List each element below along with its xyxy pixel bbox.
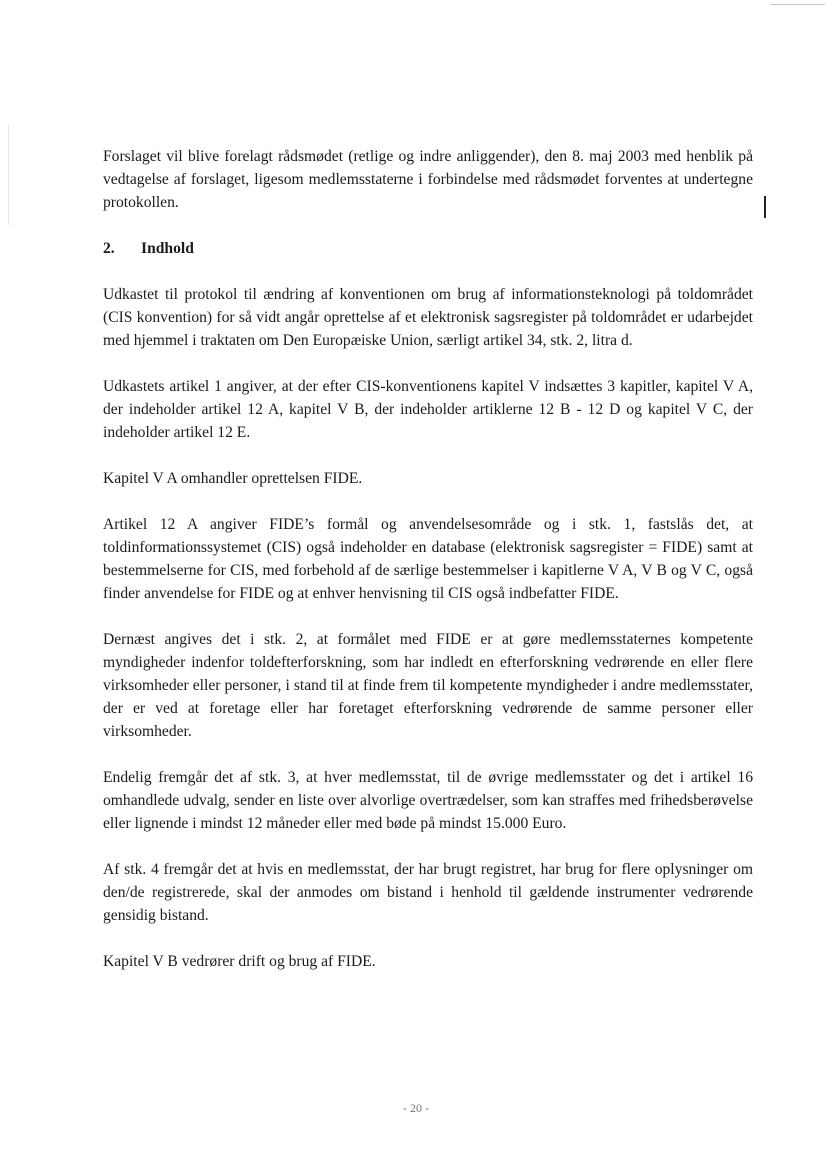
scan-artifact-left <box>8 125 9 225</box>
page-number: - 20 - <box>403 1101 429 1115</box>
document-body <box>103 145 753 996</box>
body-paragraph: Udkastets artikel 1 angiver, at der efter CIS-konventionens kapitel V indsættes 3 kapitler, kapitel V A, der indeholder artikel 12 A, kapitel V B, der indeholder artiklerne 12 B - 12 D og kapitel V C, der indeholder artikel 12 E. <box>103 378 753 441</box>
body-paragraph: Af stk. 4 fremgår det at hvis en medlemsstat, der har brugt registret, har brug for flere oplysninger om den/de registrerede, skal der anmodes om bistand i henhold til gældende instrumenter vedrørende gensidig bistand. <box>103 861 753 924</box>
body-paragraph: Kapitel V B vedrører drift og brug af FIDE. <box>103 953 376 970</box>
body-paragraph: Udkastet til protokol til ændring af konventionen om brug af informationsteknologi på toldområdet (CIS konvention) for så vidt angår oprettelse af et elektronisk sagsregister på toldområdet er udarbejdet med hjemmel i traktaten om Den Europæiske Union, særligt artikel 34, stk. 2, litra d. <box>103 286 753 349</box>
body-paragraph: Dernæst angives det i stk. 2, at formålet med FIDE er at gøre medlemsstaternes kompetente myndigheder indenfor toldefterforskning, som har indledt en efterforskning vedrørende en eller flere virksomheder eller personer, i stand til at finde frem til kompetente myndigheder i andre medlemsstater, der er ved at foretage eller har foretaget efterforskning vedrørende de samme personer eller virksomheder. <box>103 631 753 740</box>
intro-paragraph: Forslaget vil blive forelagt rådsmødet (retlige og indre anliggender), den 8. maj 2003 med henblik på vedtagelse af forslaget, ligesom medlemsstaterne i forbindelse med rådsmødet forventes at undertegne protokollen. <box>103 148 753 211</box>
scan-artifact-top-right <box>770 4 825 5</box>
section-heading <box>103 237 753 260</box>
body-paragraph: Artikel 12 A angiver FIDE’s formål og anvendelsesområde og i stk. 1, fastslås det, at toldinformationssystemet (CIS) også indeholder en database (elektronisk sagsregister = FIDE) samt at bestemmelserne for CIS, med forbehold af de særlige bestemmelser i kapitlerne V A, V B og V C, også finder anvendelse for FIDE og at enhver henvisning til CIS også indbefatter FIDE. <box>103 516 753 602</box>
section-number: 2. <box>103 240 115 257</box>
revision-change-bar <box>764 196 766 218</box>
body-paragraph: Endelig fremgår det af stk. 3, at hver medlemsstat, til de øvrige medlemsstater og det i artikel 16 omhandlede udvalg, sender en liste over alvorlige overtrædelser, som kan straffes med frihedsberøvelse eller lignende i mindst 12 måneder eller med bøde på mindst 15.000 Euro. <box>103 769 753 832</box>
body-paragraph: Kapitel V A omhandler oprettelsen FIDE. <box>103 470 363 487</box>
section-title: Indhold <box>141 240 194 257</box>
